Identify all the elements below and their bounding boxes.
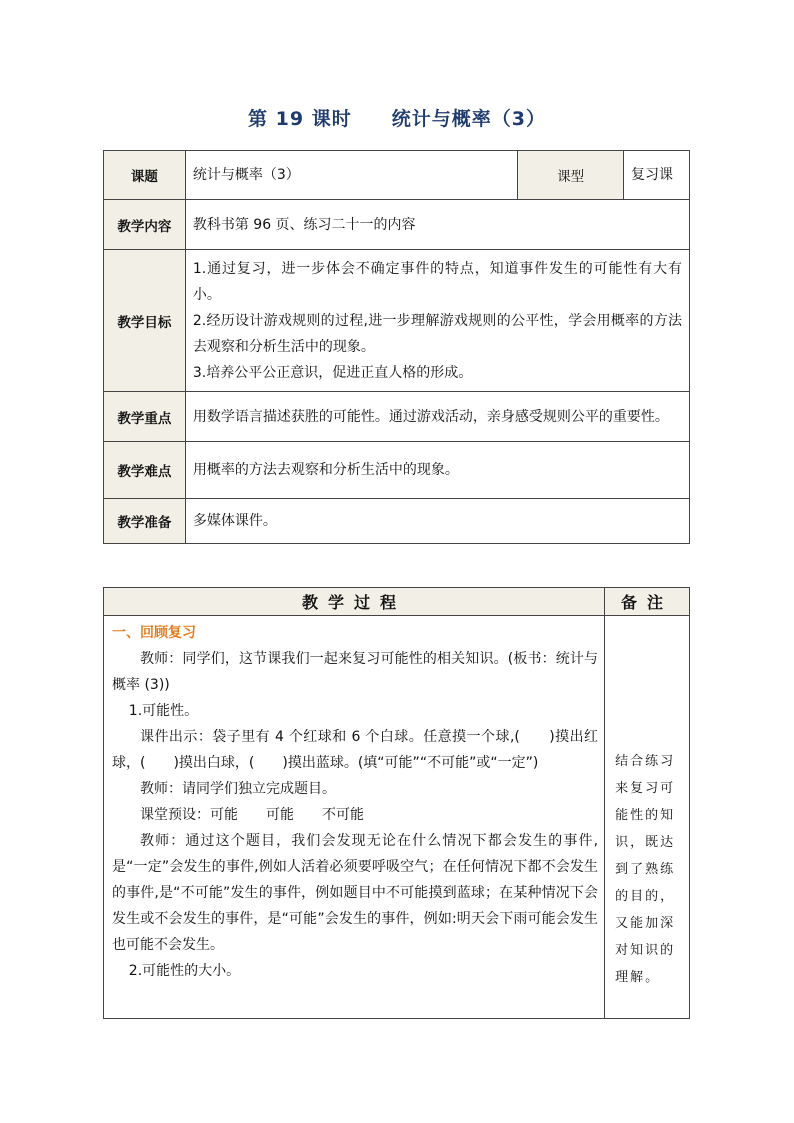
goals-list bbox=[185, 250, 689, 392]
key-label: 教学重点 bbox=[104, 392, 186, 442]
content-label: 教学内容 bbox=[104, 200, 186, 250]
type-label: 课型 bbox=[518, 151, 624, 200]
row-key-points bbox=[104, 392, 690, 442]
row-topic bbox=[104, 151, 690, 200]
topic-value: 统计与概率（3） bbox=[185, 151, 517, 200]
process-header: 教学过程 bbox=[104, 588, 605, 616]
process-body-row bbox=[104, 616, 690, 1019]
row-goals bbox=[104, 250, 690, 392]
paragraph: 教师：请同学们独立完成题目。 bbox=[140, 781, 336, 797]
process-header-row bbox=[104, 588, 690, 616]
goals-label: 教学目标 bbox=[104, 250, 186, 392]
content-value: 教科书第 96 页、练习二十一的内容 bbox=[185, 200, 689, 250]
notes-content: 结合练习来复习可能性的知识，既达到了熟练的目的，又能加深对知识的理解。 bbox=[605, 616, 690, 1019]
prep-label: 教学准备 bbox=[104, 499, 186, 544]
goal-item: 3.培养公平公正意识，促进正直人格的形成。 bbox=[192, 364, 473, 381]
lesson-topic: 统计与概率（3） bbox=[391, 108, 546, 130]
topic-label: 课题 bbox=[104, 151, 186, 200]
teaching-process-table bbox=[103, 587, 690, 1019]
lesson-number: 第 19 课时 bbox=[248, 108, 352, 130]
process-content bbox=[104, 616, 605, 1019]
key-value: 用数学语言描述获胜的可能性。通过游戏活动，亲身感受规则公平的重要性。 bbox=[185, 392, 689, 442]
paragraph: 教师：同学们，这节课我们一起来复习可能性的相关知识。(板书：统计与概率 (3)) bbox=[112, 651, 599, 693]
page-title bbox=[0, 104, 794, 131]
paragraph: 课件出示：袋子里有 4 个红球和 6 个白球。任意摸一个球,( )摸出红球，( )摸出白球，( )摸出蓝球。(填“可能”“不可能”或“一定”) bbox=[112, 729, 599, 771]
paragraph: 教师：通过这个题目，我们会发现无论在什么情况下都会发生的事件,是“一定”会发生的事件,例如人活着必须要呼吸空气；在任何情况下都不会发生的事件,是“不可能”发生的事件，例如题目中不可能摸到蓝球；在某种情况下会发生或不会发生的事件，是“可能”会发生的事件，例如:明天会下雨可能会发生也可能不会发生。 bbox=[112, 833, 599, 953]
prep-value: 多媒体课件。 bbox=[185, 499, 689, 544]
lesson-info-table bbox=[103, 150, 690, 544]
notes-header: 备注 bbox=[605, 588, 690, 616]
paragraph: 课堂预设：可能 可能 不可能 bbox=[140, 807, 364, 823]
difficulty-label: 教学难点 bbox=[104, 442, 186, 499]
section-heading: 一、回顾复习 bbox=[112, 625, 196, 641]
item-heading: 2.可能性的大小。 bbox=[128, 963, 241, 979]
item-heading: 1.可能性。 bbox=[128, 703, 199, 719]
row-prep bbox=[104, 499, 690, 544]
goal-item: 2.经历设计游戏规则的过程,进一步理解游戏规则的公平性，学会用概率的方法去观察和分析生活中的现象。 bbox=[192, 312, 682, 355]
goal-item: 1.通过复习，进一步体会不确定事件的特点，知道事件发生的可能性有大有小。 bbox=[192, 260, 682, 303]
row-difficulty bbox=[104, 442, 690, 499]
difficulty-value: 用概率的方法去观察和分析生活中的现象。 bbox=[185, 442, 689, 499]
row-content bbox=[104, 200, 690, 250]
type-value: 复习课 bbox=[624, 151, 690, 200]
